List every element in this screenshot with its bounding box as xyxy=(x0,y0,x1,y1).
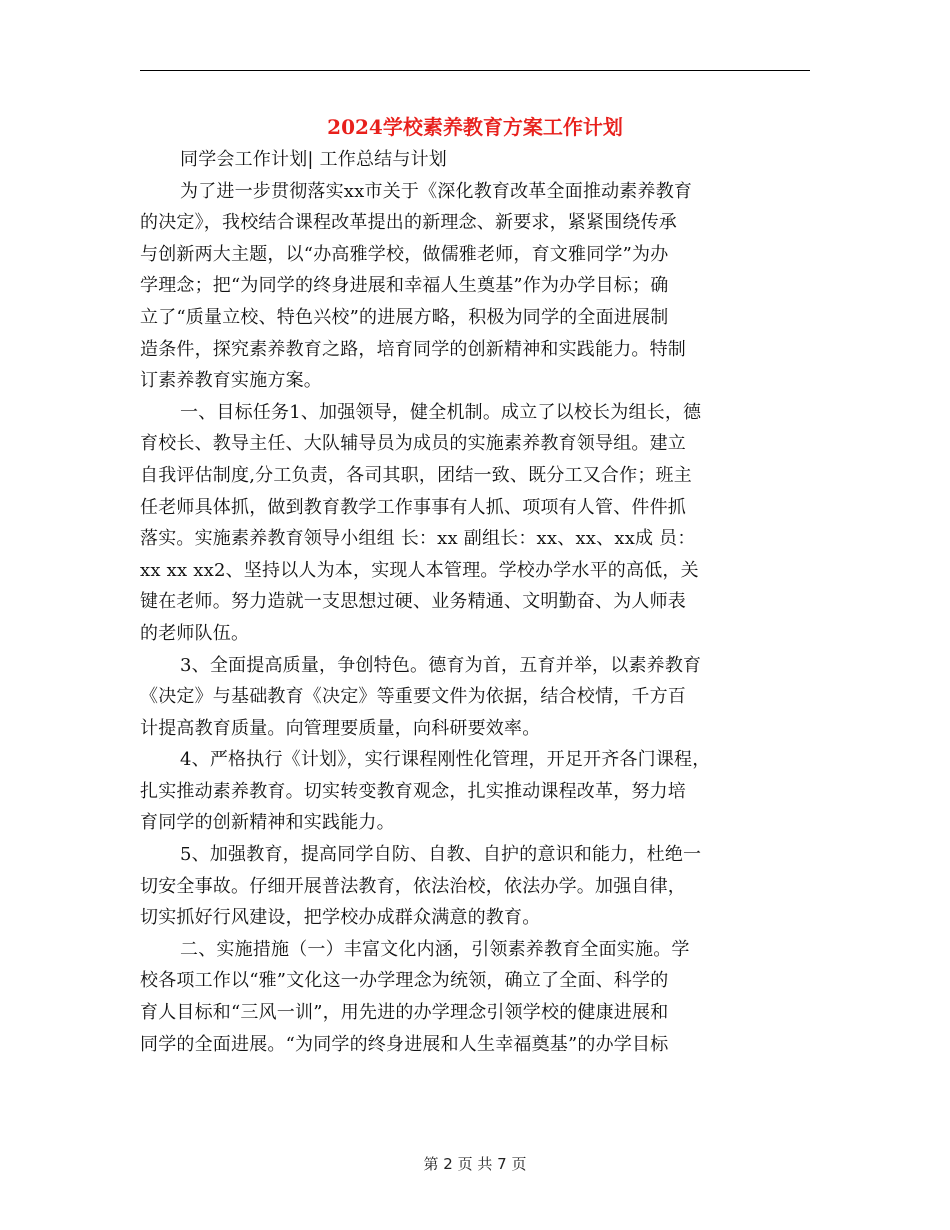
header-rule xyxy=(140,70,810,71)
text-line: 切实抓好行风建设，把学校办成群众满意的教育。 xyxy=(140,907,541,929)
paragraph xyxy=(140,839,820,934)
text-line: 的决定》，我校结合课程改革提出的新理念、新要求，紧紧围绕传承 xyxy=(140,212,677,234)
text-line: xx xx xx2、坚持以人为本，实现人本管理。学校办学水平的高低，关 xyxy=(140,559,699,581)
paragraph xyxy=(140,176,820,397)
text-line: 育校长、教导主任、大队辅导员为成员的实施素养教育领导组。建立 xyxy=(140,433,686,455)
text-line: 与创新两大主题，以“办高雅学校，做儒雅老师，育文雅同学”为办 xyxy=(140,243,669,265)
paragraph xyxy=(140,744,820,839)
text-line: 订素养教育实施方案。 xyxy=(140,370,322,392)
text-line: 《决定》与基础教育《决定》等重要文件为依据，结合校情，千方百 xyxy=(140,686,686,708)
text-line: 落实。实施素养教育领导小组组 长：xx 副组长：xx、xx、xx成 员： xyxy=(140,528,696,550)
text-line: 任老师具体抓，做到教育教学工作事事有人抓、项项有人管、件件抓 xyxy=(140,496,686,518)
text-line: 切安全事故。仔细开展普法教育，依法治校，依法办学。加强自律， xyxy=(140,875,686,897)
text-line: 键在老师。努力造就一支思想过硬、业务精通、文明勤奋、为人师表 xyxy=(140,591,686,613)
text-line: 校各项工作以“雅”文化这一办学理念为统领，确立了全面、科学的 xyxy=(140,970,669,992)
text-line: 5、加强教育，提高同学自防、自教、自护的意识和能力，杜绝一 xyxy=(180,844,702,866)
text-line: 自我评估制度,分工负责，各司其职，团结一致、既分工又合作；班主 xyxy=(140,464,692,486)
text-line: 的老师队伍。 xyxy=(140,622,250,644)
text-line: 一、目标任务1、加强领导，健全机制。成立了以校长为组长，德 xyxy=(180,401,702,423)
text-line: 育同学的创新精神和实践能力。 xyxy=(140,812,395,834)
text-line: 二、实施措施（一）丰富文化内涵，引领素养教育全面实施。学 xyxy=(180,938,690,960)
text-line: 计提高教育质量。向管理要质量，向科研要效率。 xyxy=(140,717,541,739)
document-title: 2024学校素养教育方案工作计划 xyxy=(327,115,623,139)
paragraph xyxy=(140,650,820,745)
paragraph xyxy=(140,397,820,650)
page-footer: 第 2 页 共 7 页 xyxy=(423,1155,527,1173)
text-line: 为了进一步贯彻落实xx市关于《深化教育改革全面推动素养教育 xyxy=(180,180,693,202)
text-line: 学理念；把“为同学的终身进展和幸福人生奠基”作为办学目标；确 xyxy=(140,275,669,297)
text-line: 立了“质量立校、特色兴校”的进展方略，积极为同学的全面进展制 xyxy=(140,306,669,328)
text-line: 扎实推动素养教育。切实转变教育观念，扎实推动课程改革，努力培 xyxy=(140,780,686,802)
document-body xyxy=(140,144,820,1060)
paragraph-list xyxy=(140,176,820,1061)
text-line: 3、全面提高质量，争创特色。德育为首，五育并举，以素养教育 xyxy=(180,654,702,676)
text-line: 造条件，探究素养教育之路，培育同学的创新精神和实践能力。特制 xyxy=(140,338,686,360)
text-line: 育人目标和“三风一训”，用先进的办学理念引领学校的健康进展和 xyxy=(140,1002,669,1024)
document-subtitle: 同学会工作计划| 工作总结与计划 xyxy=(180,149,447,170)
text-line: 4、严格执行《计划》，实行课程刚性化管理，开足开齐各门课程， xyxy=(180,749,711,771)
text-line: 同学的全面进展。“为同学的终身进展和人生幸福奠基”的办学目标 xyxy=(140,1033,669,1055)
paragraph xyxy=(140,934,820,1060)
